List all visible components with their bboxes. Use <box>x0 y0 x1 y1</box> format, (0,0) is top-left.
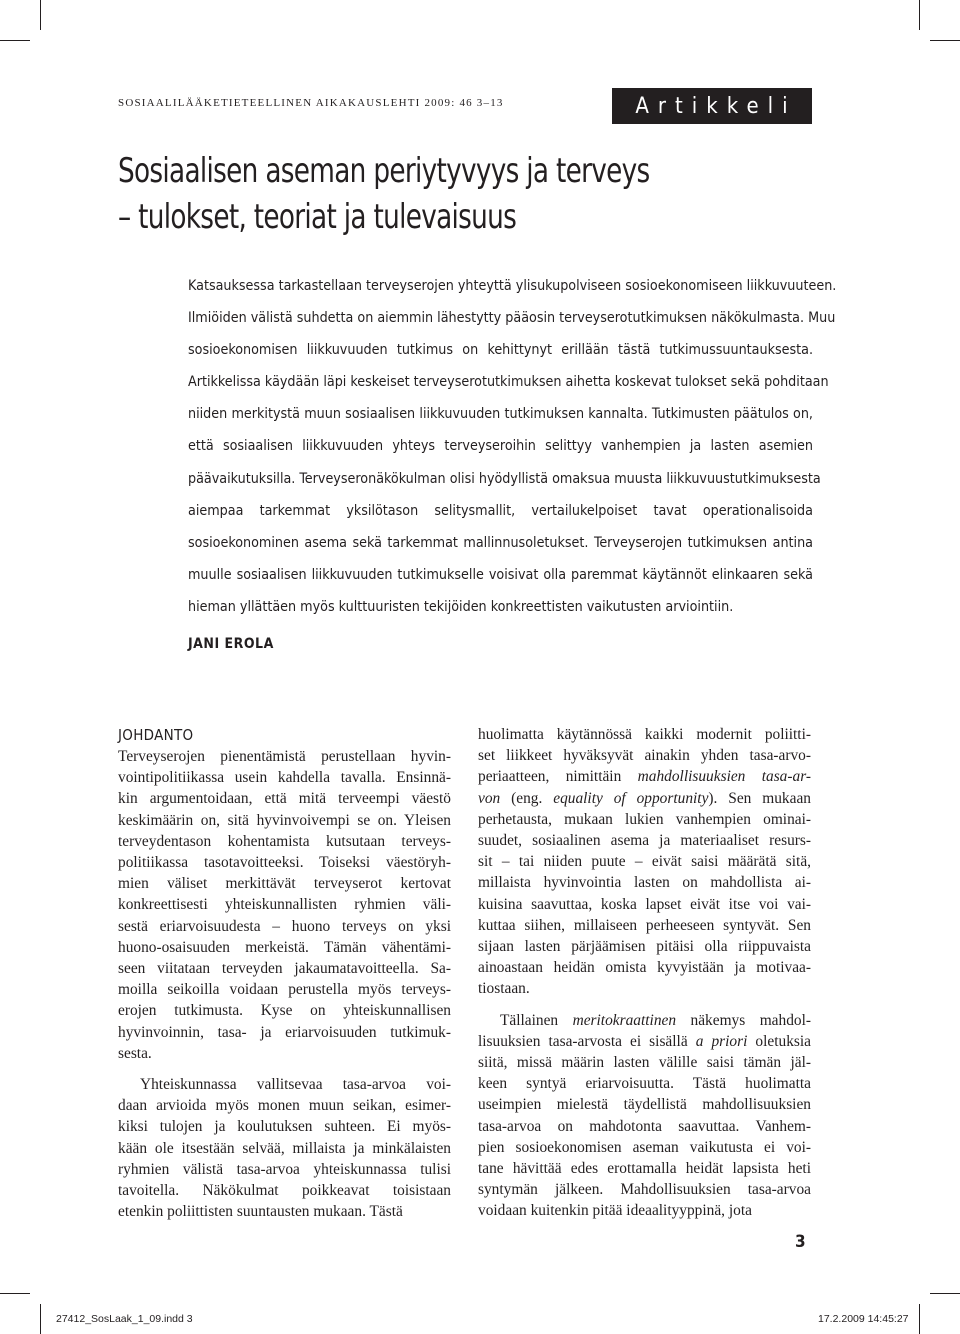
text-line: kuisina saavuttaa, koska lapset eivät itse voi vai- <box>478 895 811 913</box>
text-line: Yhteiskunnassa vallitsevaa tasa-arvoa voi- <box>140 1076 451 1094</box>
text-line: seen viitataan terveyden jakaumatavoitteella. Sa- <box>118 960 451 978</box>
text-line: tiostaan. <box>478 980 530 998</box>
paragraph <box>118 1074 451 1222</box>
text-line: moilla seikoilla voidaan perustella myös terveys- <box>118 981 451 999</box>
text-line: keen syntyä eriarvoisuutta. Tästä huolimatta <box>478 1075 811 1093</box>
text-line: vointipolitiikassa usein kahdella tavalla. Ensinnä- <box>118 769 451 787</box>
text-line: sit – tai niiden puute – eivät saisi määrätä sitä, <box>478 853 811 871</box>
text-line: ainoastaan heidän omista kyvyistään ja motivaa- <box>478 959 811 977</box>
text-line: suudet, sosiaalinen asema ja materiaaliset resurs- <box>478 832 811 850</box>
crop-mark <box>930 40 960 41</box>
text-line: lisuuksien tasa-arvosta ei sisällä a priori oletuksia <box>478 1032 811 1050</box>
text-line: set liikkeet hyväksyvät ainakin yhden tasa-arvo- <box>478 747 811 765</box>
text-line: konkreettisesti yhteiskunnallisten ryhmien väli- <box>118 896 451 914</box>
crop-mark <box>919 1304 920 1334</box>
text-line: kään ole itsestään selvää, millaista ja minkälaisten <box>118 1139 451 1157</box>
paragraph <box>118 746 451 1064</box>
text-line: ryhmien välistä tasa-arvoa yhteiskunnassa tulisi <box>118 1160 451 1178</box>
text-line: aiempaa tarkemmat yksilötason selitysmallit, vertailukelpoiset tavat operationalisoida <box>188 502 813 519</box>
text-line: sosioekonomisen liikkuvuuden tutkimus on kehittynyt erillään tästä tutkimussuuntauksesta. <box>188 342 813 359</box>
text-line: hieman yllättäen myös kulttuuristen tekijöiden konkreettisten vaikutusten arviointiin. <box>188 598 734 615</box>
text-line: pien sosioekonomisen aseman vaikutusta ei voi- <box>478 1138 811 1156</box>
text-line: syntymän jälkeen. Mahdollisuuksien tasa-arvoa <box>478 1181 811 1199</box>
text-line: voidaan kuitenkin pitää ideaalityyppinä, jota <box>478 1202 752 1220</box>
print-slug-datetime: 17.2.2009 14:45:27 <box>818 1313 909 1325</box>
text-line: Ilmiöiden välistä suhdetta on aiemmin lähestytty pääosin terveyserotutkimuksen näkökulmasta. Muu <box>188 310 836 327</box>
text-line: useimpien mielestä täydellistä mahdollisuuksien <box>478 1096 811 1114</box>
section-heading: JOHDANTO <box>118 726 194 744</box>
crop-mark <box>930 1293 960 1294</box>
page-number: 3 <box>795 1232 806 1252</box>
text-line: periaatteen, nimittäin mahdollisuuksien tasa-ar- <box>478 768 812 786</box>
text-line: tasa-arvoa on mahdotonta saavuttaa. Vanhem- <box>478 1117 811 1135</box>
text-line: sosioekonominen asema sekä tarkemmat mallinnusoletukset. Terveyserojen tutkimuksen antina <box>188 534 813 551</box>
text-line: kin argumentoidaan, että mitä terveempi väestö <box>118 790 451 808</box>
text-line: hyvinvoinnin, tasa- ja eriarvoisuuden tutkimuk- <box>118 1023 451 1041</box>
text-line: millaista hyvinvointia lasten on mahdollista ai- <box>478 874 811 892</box>
journal-citation: SOSIAALILÄÄKETIETEELLINEN AIKAKAUSLEHTI 2009: 46 3–13 <box>118 97 504 109</box>
text-line: Tällainen meritokraattinen näkemys mahdol- <box>500 1011 811 1029</box>
text-line: keskimäärin on, sitä hyvinvoivempi se on. Yleisen <box>118 811 451 829</box>
text-line: muulle sosiaalisen liikkuvuuden tutkimukselle voisivat olla paremmat käytännöt elinkaaren sekä <box>188 566 813 583</box>
text-line: kiksi tulojen ja koulutuksen suhteen. Ei myös- <box>118 1118 451 1136</box>
paragraph <box>478 1010 811 1222</box>
abstract <box>188 270 837 623</box>
author-name: JANI EROLA <box>188 636 274 652</box>
text-line: huolimatta käytännössä kaikki modernit poliitti- <box>478 726 811 743</box>
text-line: politiikassa tasotavoitteeksi. Toiseksi väestöryh- <box>118 854 451 872</box>
text-line: siitä, missä määrin lasten välille saisi tämän jäl- <box>478 1054 811 1072</box>
text-line: etenkin poliittisten suuntausten mukaan. Tästä <box>118 1203 403 1221</box>
text-line: sijaan lasten pärjäämisen pitäisi olla riippuvaista <box>478 938 811 956</box>
article-title <box>118 148 720 240</box>
right-column <box>478 724 811 1222</box>
text-line: Katsauksessa tarkastellaan terveyserojen yhteyttä ylisukupolviseen sosioekonomiseen liikkuvuuteen. <box>188 278 837 294</box>
title-line-1: Sosiaalisen aseman periytyvyys ja terveys <box>118 151 650 191</box>
section-badge: Artikkeli <box>612 88 812 124</box>
text-line: Terveyserojen pienentämistä perustellaan hyvin- <box>118 748 451 765</box>
crop-mark <box>40 1304 41 1334</box>
crop-mark <box>0 1293 30 1294</box>
crop-mark <box>919 0 920 30</box>
text-line: niiden merkitystä muun sosiaalisen liikkuvuuden tutkimuksen kannalta. Tutkimusten päätulos on, <box>188 406 813 423</box>
text-line: huono-osaisuuden merkeistä. Tämän vähentämi- <box>118 938 451 956</box>
text-line: Artikkelissa käydään läpi keskeiset terveyserotutkimuksen aihetta koskevat tulokset sekä pohditaan <box>188 374 829 391</box>
text-line: että sosiaalisen liikkuvuuden yhteys terveyseroihin selittyy vanhempien ja lasten asemien <box>188 438 813 455</box>
title-line-2: – tulokset, teoriat ja tulevaisuus <box>118 197 517 237</box>
text-line: von (eng. equality of opportunity). Sen mukaan <box>478 789 811 807</box>
text-line: mien väliset merkittävät terveyserot kertovat <box>118 875 451 893</box>
text-line: sesta. <box>118 1044 152 1062</box>
text-line: tavoitella. Näkökulmat poikkeavat toisistaan <box>118 1182 451 1200</box>
text-line: erojen tutkimusta. Kyse on yhteiskunnallisen <box>118 1002 451 1020</box>
crop-mark <box>40 0 41 30</box>
text-line: daan arvioida myös monen muun seikan, esimer- <box>118 1097 451 1115</box>
text-line: päävaikutuksilla. Terveyseronäkökulman olisi hyödyllistä omaksua muusta liikkuvuustutkimuksesta <box>188 470 821 487</box>
text-line: terveydentason kohentamista kutsutaan terveys- <box>118 832 451 850</box>
crop-mark <box>0 40 30 41</box>
text-line: sestä eriarvoisuudesta – huono terveys on yksi <box>118 917 451 935</box>
left-column <box>118 724 451 1222</box>
paragraph <box>478 724 811 1000</box>
text-line: perhetausta, mukaan lukien vanhempien ominai- <box>478 810 811 828</box>
print-slug-file: 27412_SosLaak_1_09.indd 3 <box>56 1313 193 1325</box>
text-line: tane hävittää edes erottamalla heidät lapsista heti <box>478 1160 811 1178</box>
text-line: kuttaa siihen, millaiseen perheeseen syntyvät. Sen <box>478 916 811 934</box>
